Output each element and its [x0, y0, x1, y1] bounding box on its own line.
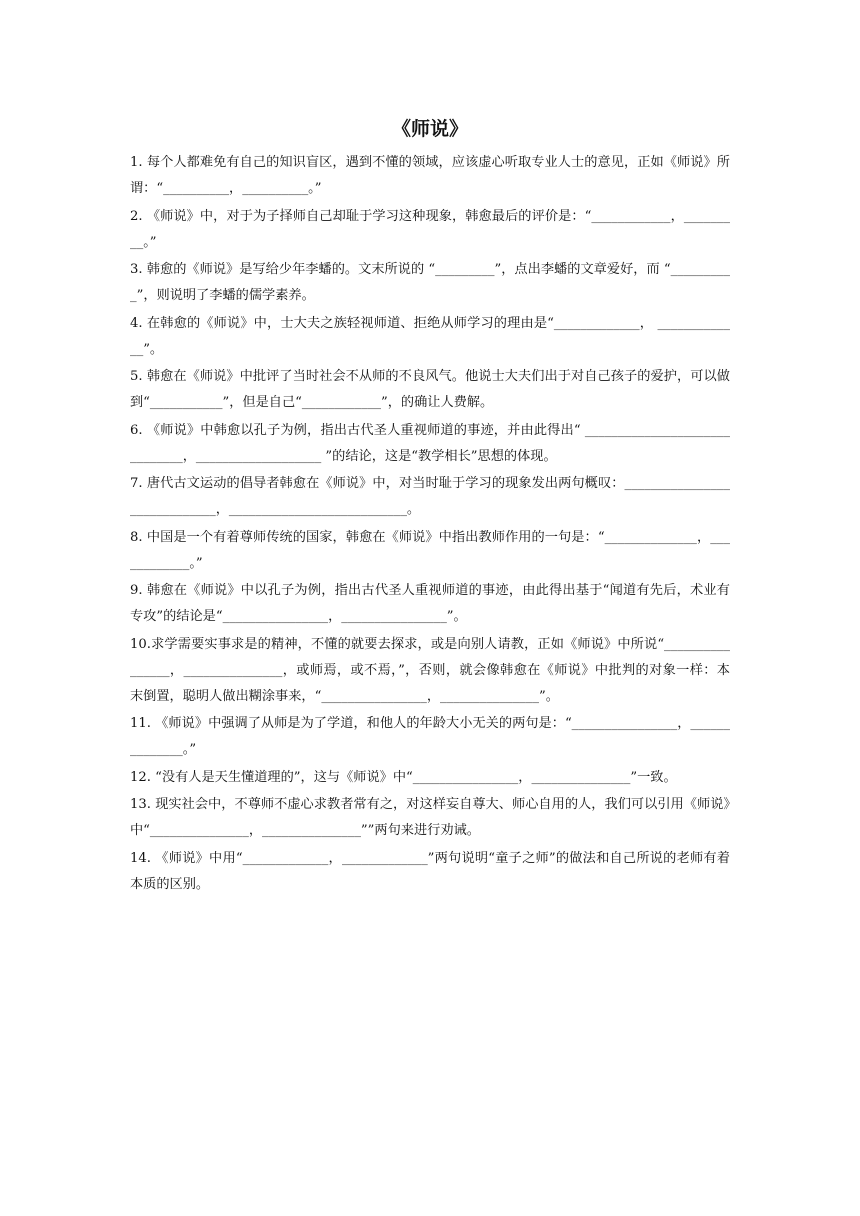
question-item: 3. 韩愈的《师说》是写给少年李蟠的。文末所说的 “_________”，点出李蟠的文章爱好，而 “__________”，则说明了李蟠的儒学素养。: [130, 262, 730, 303]
question-item: 9. 韩愈在《师说》中以孔子为例，指出古代圣人重视师道的事迹，由此得出基于“闻道有先后，术业有专攻”的结论是“________________，________________”。: [130, 583, 730, 624]
question-item: 1. 每个人都难免有自己的知识盲区，遇到不懂的领域，应该虚心听取专业人士的意见，正如《师说》所谓：“__________，__________。”: [130, 155, 730, 196]
question-list: [130, 150, 730, 898]
question-item: 14. 《师说》中用“_____________，_____________”两句说明“童子之师”的做法和自己所说的老师有着本质的区别。: [130, 850, 730, 892]
question-item: 5. 韩愈在《师说》中批评了当时社会不从师的不良风气。他说士大夫们出于对自己孩子的爱护，可以做到“___________”，但是自己“____________”，的确让人费解。: [130, 369, 730, 410]
question-item: 4. 在韩愈的《师说》中，士大夫之族轻视师道、拒绝从师学习的理由是“_____________， _____________”。: [130, 315, 730, 357]
question-item: 13. 现实社会中，不尊师不虚心求教者常有之，对这样妄自尊大、师心自用的人，我们可以引用《师说》中“_______________，_______________””两句来进行劝诫。: [130, 797, 730, 838]
question-item: 11. 《师说》中强调了从师是为了学道，和他人的年龄大小无关的两句是：“________________，______________。”: [130, 716, 730, 757]
question-item: 10.求学需要实事求是的精神，不懂的就要去探求，或是向别人请教，正如《师说》中所说“________________，_______________，或师焉，或不焉，”，否则，就会像韩愈在《师说》中批判的对象一样：本末倒置，聪明人做出糊涂事来，“________________，_______________”。: [130, 636, 730, 704]
worksheet-page: [130, 112, 730, 899]
question-item: 2. 《师说》中，对于为子择师自己却耻于学习这种现象，韩愈最后的评价是：“____________，_________。”: [130, 208, 730, 250]
question-item: 8. 中国是一个有着尊师传统的国家，韩愈在《师说》中指出教师作用的一句是：“______________，____________。”: [130, 529, 730, 571]
question-item: 7. 唐代古文运动的倡导者韩愈在《师说》中，对当时耻于学习的现象发出两句概叹：_____________________________，___________________________。: [130, 476, 730, 517]
question-item: 12. “没有人是天生懂道理的”，这与《师说》中“________________，_______________”一致。: [130, 769, 677, 785]
question-item: 6. 《师说》中韩愈以孔子为例，指出古代圣人重视师道的事迹，并由此得出“ ______________________________，___________________ ”的结论，这是“教学相长”思想的体现。: [130, 422, 730, 464]
page-title: 《师说》: [391, 118, 468, 140]
